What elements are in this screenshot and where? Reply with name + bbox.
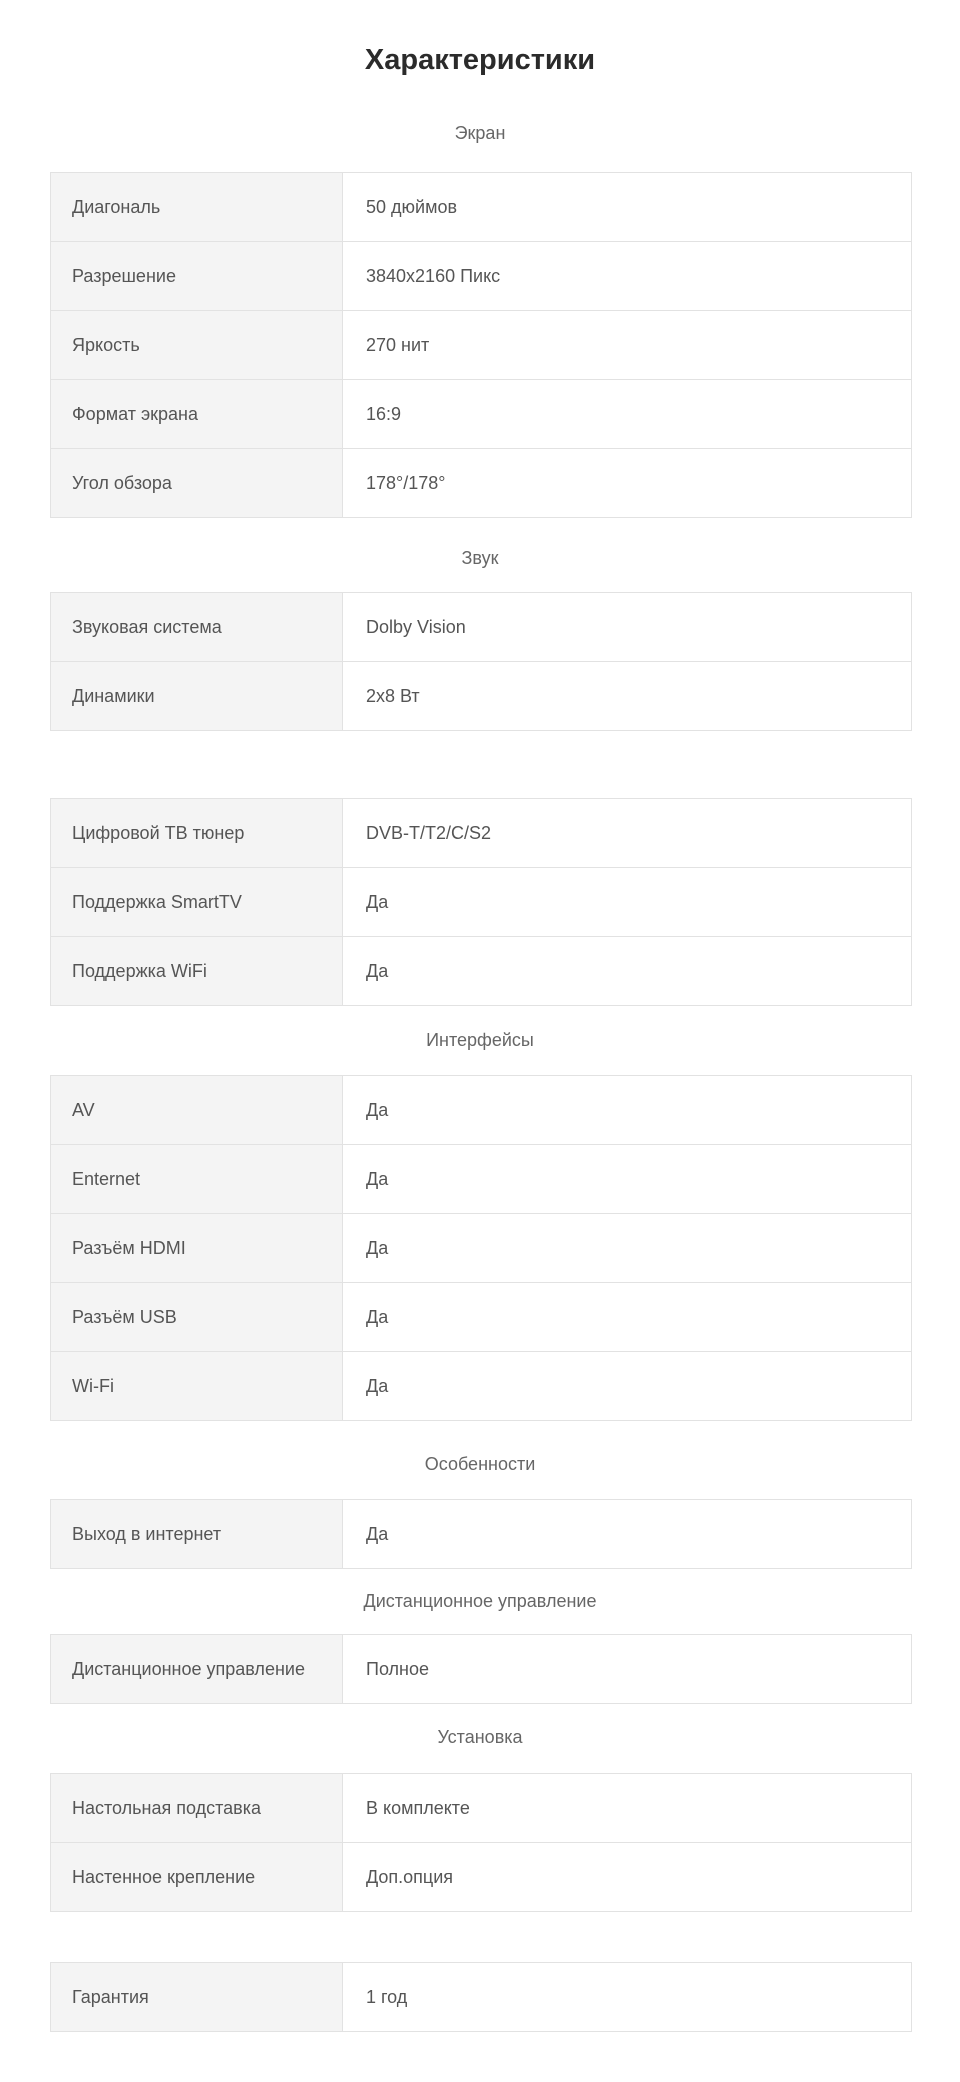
table-row — [51, 1774, 912, 1843]
spec-table-warranty — [50, 1962, 912, 2032]
spec-table-features — [50, 1499, 912, 1569]
spec-value: Dolby Vision — [343, 593, 912, 662]
section-heading-sound: Звук — [461, 548, 499, 568]
spec-name: Настольная подставка — [51, 1774, 343, 1843]
section-heading-interfaces: Интерфейсы — [426, 1030, 534, 1050]
spec-value: Да — [343, 868, 912, 937]
spec-value: 2x8 Вт — [343, 662, 912, 731]
table-row — [51, 449, 912, 518]
spec-value: Доп.опция — [343, 1843, 912, 1912]
table-row — [51, 173, 912, 242]
spec-table-remote — [50, 1634, 912, 1704]
table-row — [51, 593, 912, 662]
spec-name: Яркость — [51, 311, 343, 380]
spec-name: Гарантия — [51, 1963, 343, 2032]
spec-value: Да — [343, 1145, 912, 1214]
spec-name: Формат экрана — [51, 380, 343, 449]
spec-value: DVB-T/T2/C/S2 — [343, 799, 912, 868]
spec-value: Да — [343, 1352, 912, 1421]
spec-name: Разъём USB — [51, 1283, 343, 1352]
spec-table-smart — [50, 798, 912, 1006]
spec-name: Диагональ — [51, 173, 343, 242]
spec-value: 178°/178° — [343, 449, 912, 518]
section-heading-remote: Дистанционное управление — [363, 1591, 597, 1611]
spec-name: Разъём HDMI — [51, 1214, 343, 1283]
spec-value: Да — [343, 1214, 912, 1283]
spec-value: 3840x2160 Пикс — [343, 242, 912, 311]
table-row — [51, 242, 912, 311]
table-row — [51, 1214, 912, 1283]
table-row — [51, 1963, 912, 2032]
spec-table-installation — [50, 1773, 912, 1912]
spec-name: Цифровой ТВ тюнер — [51, 799, 343, 868]
table-row — [51, 1352, 912, 1421]
table-row — [51, 1283, 912, 1352]
spec-name: Звуковая система — [51, 593, 343, 662]
spec-value: Да — [343, 1500, 912, 1569]
spec-name: Динамики — [51, 662, 343, 731]
table-row — [51, 1145, 912, 1214]
spec-table-screen — [50, 172, 912, 518]
section-heading-features: Особенности — [424, 1454, 536, 1474]
section-heading-installation: Установка — [437, 1727, 523, 1747]
section-heading-screen: Экран — [454, 123, 506, 143]
spec-name: Enternet — [51, 1145, 343, 1214]
spec-table-interfaces — [50, 1075, 912, 1421]
spec-value: 16:9 — [343, 380, 912, 449]
table-row — [51, 662, 912, 731]
table-row — [51, 311, 912, 380]
table-row — [51, 1500, 912, 1569]
table-row — [51, 1635, 912, 1704]
spec-value: В комплекте — [343, 1774, 912, 1843]
spec-value: Да — [343, 937, 912, 1006]
table-row — [51, 799, 912, 868]
spec-value: Да — [343, 1076, 912, 1145]
page-title: Характеристики — [364, 44, 596, 76]
spec-name: Wi-Fi — [51, 1352, 343, 1421]
spec-name: AV — [51, 1076, 343, 1145]
table-row — [51, 1843, 912, 1912]
spec-table-sound — [50, 592, 912, 731]
spec-value: 1 год — [343, 1963, 912, 2032]
spec-value: Полное — [343, 1635, 912, 1704]
spec-name: Поддержка SmartTV — [51, 868, 343, 937]
spec-value: 50 дюймов — [343, 173, 912, 242]
spec-name: Настенное крепление — [51, 1843, 343, 1912]
spec-value: 270 нит — [343, 311, 912, 380]
table-row — [51, 868, 912, 937]
spec-name: Поддержка WiFi — [51, 937, 343, 1006]
table-row — [51, 380, 912, 449]
spec-name: Дистанционное управление — [51, 1635, 343, 1704]
table-row — [51, 1076, 912, 1145]
spec-name: Выход в интернет — [51, 1500, 343, 1569]
spec-value: Да — [343, 1283, 912, 1352]
spec-name: Угол обзора — [51, 449, 343, 518]
spec-name: Разрешение — [51, 242, 343, 311]
table-row — [51, 937, 912, 1006]
